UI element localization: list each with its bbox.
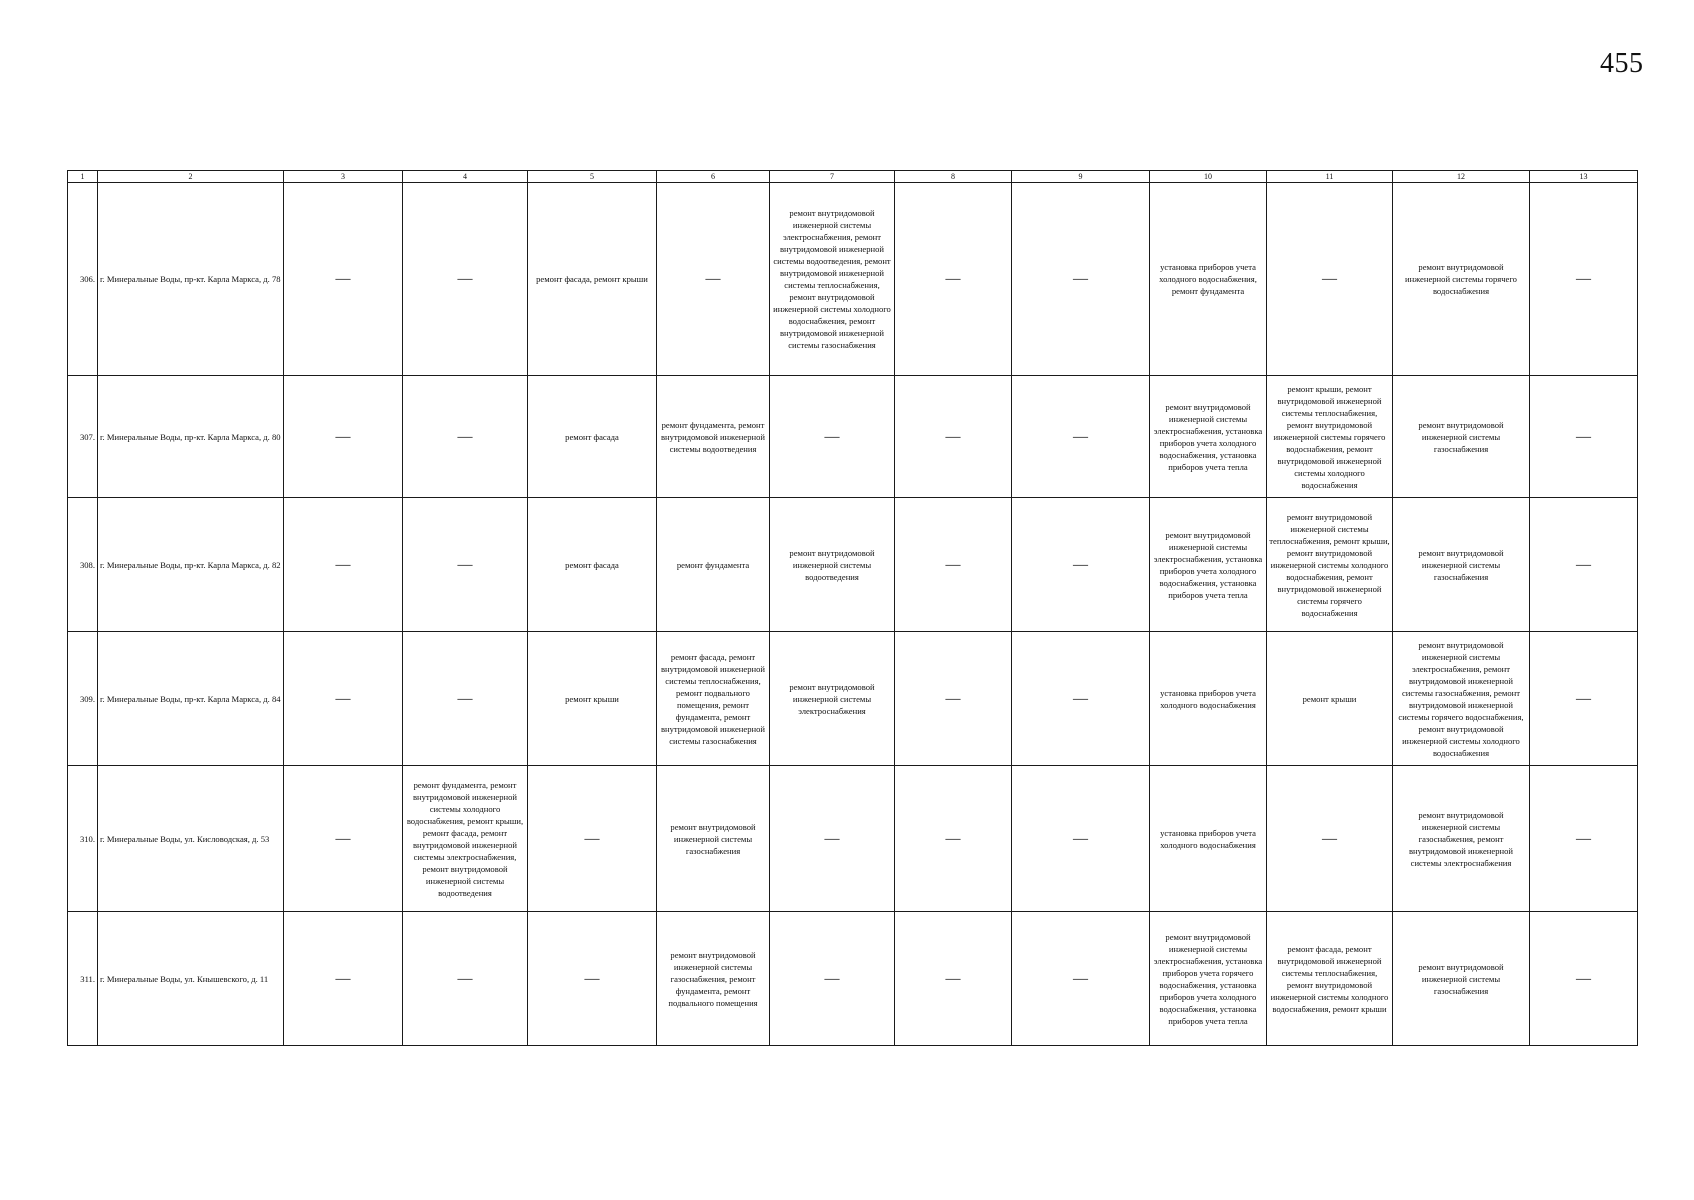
table-cell: — bbox=[895, 376, 1012, 498]
table-cell: — bbox=[403, 632, 528, 766]
column-header: 6 bbox=[657, 171, 770, 183]
table-cell: ремонт внутридомовой инженерной системы газоснабжения bbox=[657, 766, 770, 912]
row-number: 310. bbox=[68, 766, 98, 912]
table-cell: — bbox=[770, 376, 895, 498]
table-cell: — bbox=[895, 183, 1012, 376]
table-cell: — bbox=[1530, 376, 1638, 498]
address-cell: г. Минеральные Воды, ул. Кисловодская, д. 53 bbox=[98, 766, 284, 912]
table-cell: установка приборов учета холодного водоснабжения bbox=[1150, 766, 1267, 912]
table-cell: ремонт фундамента, ремонт внутридомовой инженерной системы холодного водоснабжения, ремонт крыши, ремонт фасада, ремонт внутридомовой инженерной системы электроснабжения, ремонт внутридомовой инженерной системы водоотведения bbox=[403, 766, 528, 912]
table-row bbox=[68, 376, 1638, 498]
table-cell: ремонт фундамента, ремонт внутридомовой инженерной системы водоотведения bbox=[657, 376, 770, 498]
table-row bbox=[68, 498, 1638, 632]
table-cell: — bbox=[1530, 766, 1638, 912]
table-cell: ремонт внутридомовой инженерной системы газоснабжения, ремонт внутридомовой инженерной системы электроснабжения bbox=[1393, 766, 1530, 912]
table-cell: — bbox=[770, 912, 895, 1046]
table-cell: — bbox=[1012, 632, 1150, 766]
table-cell: ремонт фундамента bbox=[657, 498, 770, 632]
column-header: 3 bbox=[284, 171, 403, 183]
table-cell: — bbox=[284, 632, 403, 766]
table-cell: установка приборов учета холодного водоснабжения, ремонт фундамента bbox=[1150, 183, 1267, 376]
address-cell: г. Минеральные Воды, ул. Кнышевского, д. 11 bbox=[98, 912, 284, 1046]
table-cell: — bbox=[284, 376, 403, 498]
table-cell: — bbox=[1012, 912, 1150, 1046]
column-header: 5 bbox=[528, 171, 657, 183]
address-cell: г. Минеральные Воды, пр-кт. Карла Маркса, д. 82 bbox=[98, 498, 284, 632]
table-cell: ремонт фасада bbox=[528, 376, 657, 498]
table-cell: — bbox=[1012, 376, 1150, 498]
column-header: 13 bbox=[1530, 171, 1638, 183]
table-cell: — bbox=[657, 183, 770, 376]
column-header: 11 bbox=[1267, 171, 1393, 183]
address-cell: г. Минеральные Воды, пр-кт. Карла Маркса, д. 84 bbox=[98, 632, 284, 766]
table-cell: — bbox=[403, 912, 528, 1046]
table-cell: ремонт внутридомовой инженерной системы газоснабжения bbox=[1393, 376, 1530, 498]
table-cell: — bbox=[1530, 912, 1638, 1046]
table-row bbox=[68, 766, 1638, 912]
table-cell: установка приборов учета холодного водоснабжения bbox=[1150, 632, 1267, 766]
table-cell: ремонт внутридомовой инженерной системы электроснабжения, установка приборов учета горячего водоснабжения, установка приборов учета холодного водоснабжения, установка приборов учета тепла bbox=[1150, 912, 1267, 1046]
row-number: 311. bbox=[68, 912, 98, 1046]
column-number-row bbox=[68, 171, 1638, 183]
table-cell: ремонт фасада, ремонт внутридомовой инженерной системы теплоснабжения, ремонт подвального помещения, ремонт фундамента, ремонт внутридомовой инженерной системы газоснабжения bbox=[657, 632, 770, 766]
table-cell: ремонт внутридомовой инженерной системы газоснабжения, ремонт фундамента, ремонт подвального помещения bbox=[657, 912, 770, 1046]
table-cell: — bbox=[403, 376, 528, 498]
table-cell: — bbox=[284, 766, 403, 912]
table-cell: ремонт внутридомовой инженерной системы газоснабжения bbox=[1393, 912, 1530, 1046]
column-header: 1 bbox=[68, 171, 98, 183]
table-cell: — bbox=[1012, 766, 1150, 912]
column-header: 2 bbox=[98, 171, 284, 183]
table-cell: — bbox=[895, 766, 1012, 912]
column-header: 10 bbox=[1150, 171, 1267, 183]
table-cell: ремонт внутридомовой инженерной системы водоотведения bbox=[770, 498, 895, 632]
repair-schedule-table bbox=[67, 170, 1638, 1046]
table-cell: — bbox=[1012, 183, 1150, 376]
table-cell: — bbox=[895, 498, 1012, 632]
table-cell: ремонт фасада, ремонт крыши bbox=[528, 183, 657, 376]
table-cell: — bbox=[284, 912, 403, 1046]
column-header: 12 bbox=[1393, 171, 1530, 183]
table-cell: — bbox=[284, 498, 403, 632]
table-cell: ремонт внутридомовой инженерной системы электроснабжения bbox=[770, 632, 895, 766]
table-cell: — bbox=[403, 183, 528, 376]
table-row bbox=[68, 912, 1638, 1046]
table-cell: — bbox=[528, 766, 657, 912]
row-number: 309. bbox=[68, 632, 98, 766]
column-header: 9 bbox=[1012, 171, 1150, 183]
table-cell: ремонт крыши bbox=[1267, 632, 1393, 766]
row-number: 307. bbox=[68, 376, 98, 498]
address-cell: г. Минеральные Воды, пр-кт. Карла Маркса, д. 78 bbox=[98, 183, 284, 376]
table-cell: — bbox=[1530, 183, 1638, 376]
table-cell: ремонт фасада bbox=[528, 498, 657, 632]
table-cell: — bbox=[1530, 632, 1638, 766]
table-cell: — bbox=[1267, 183, 1393, 376]
table-row bbox=[68, 183, 1638, 376]
table-cell: ремонт внутридомовой инженерной системы теплоснабжения, ремонт крыши, ремонт внутридомовой инженерной системы холодного водоснабжения, ремонт внутридомовой инженерной системы горячего водоснабжения bbox=[1267, 498, 1393, 632]
table-cell: ремонт внутридомовой инженерной системы электроснабжения, установка приборов учета холодного водоснабжения, установка приборов учета тепла bbox=[1150, 376, 1267, 498]
table-cell: — bbox=[284, 183, 403, 376]
address-cell: г. Минеральные Воды, пр-кт. Карла Маркса, д. 80 bbox=[98, 376, 284, 498]
table-cell: — bbox=[770, 766, 895, 912]
row-number: 306. bbox=[68, 183, 98, 376]
table-cell: — bbox=[403, 498, 528, 632]
table-cell: ремонт внутридомовой инженерной системы горячего водоснабжения bbox=[1393, 183, 1530, 376]
table-cell: ремонт крыши, ремонт внутридомовой инженерной системы теплоснабжения, ремонт внутридомовой инженерной системы горячего водоснабжения, ремонт внутридомовой инженерной системы холодного водоснабжения bbox=[1267, 376, 1393, 498]
table-cell: ремонт внутридомовой инженерной системы электроснабжения, ремонт внутридомовой инженерной системы водоотведения, ремонт внутридомовой инженерной системы теплоснабжения, ремонт внутридомовой инженерной системы холодного водоснабжения, ремонт внутридомовой инженерной системы газоснабжения bbox=[770, 183, 895, 376]
table-cell: ремонт крыши bbox=[528, 632, 657, 766]
table-cell: — bbox=[1530, 498, 1638, 632]
row-number: 308. bbox=[68, 498, 98, 632]
column-header: 4 bbox=[403, 171, 528, 183]
table-cell: ремонт внутридомовой инженерной системы электроснабжения, установка приборов учета холодного водоснабжения, установка приборов учета тепла bbox=[1150, 498, 1267, 632]
table-cell: ремонт внутридомовой инженерной системы газоснабжения bbox=[1393, 498, 1530, 632]
table-cell: ремонт внутридомовой инженерной системы электроснабжения, ремонт внутридомовой инженерной системы газоснабжения, ремонт внутридомовой инженерной системы горячего водоснабжения, ремонт внутридомовой инженерной системы холодного водоснабжения bbox=[1393, 632, 1530, 766]
column-header: 8 bbox=[895, 171, 1012, 183]
table-cell: — bbox=[528, 912, 657, 1046]
column-header: 7 bbox=[770, 171, 895, 183]
table-cell: — bbox=[1267, 766, 1393, 912]
table-cell: — bbox=[895, 912, 1012, 1046]
page-number: 455 bbox=[1600, 48, 1644, 79]
table-cell: — bbox=[1012, 498, 1150, 632]
table-cell: ремонт фасада, ремонт внутридомовой инженерной системы теплоснабжения, ремонт внутридомовой инженерной системы холодного водоснабжения, ремонт крыши bbox=[1267, 912, 1393, 1046]
table-cell: — bbox=[895, 632, 1012, 766]
table-row bbox=[68, 632, 1638, 766]
